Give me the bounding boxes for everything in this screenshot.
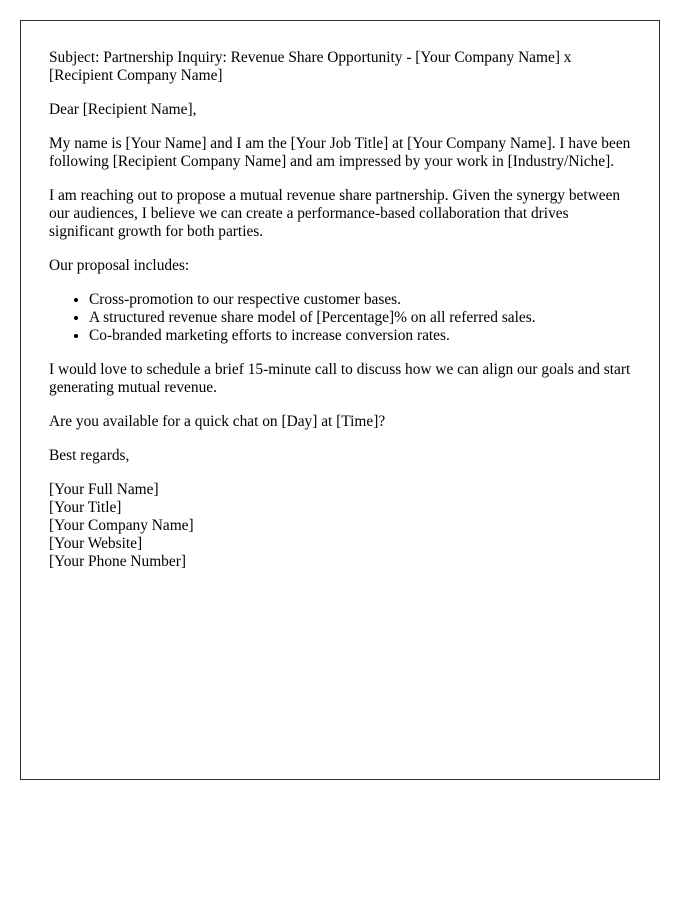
list-item: • Cross-promotion to our respective customer bases. bbox=[89, 291, 631, 309]
signature-title: [Your Title] bbox=[49, 499, 122, 516]
signature-full-name: [Your Full Name] bbox=[49, 481, 159, 498]
intro-paragraph: My name is [Your Name] and I am the [Your Job Title] at [Your Company Name]. I have been following [Recipient Company Name] and am impressed by your work in [Industry/Niche]. bbox=[49, 135, 631, 170]
availability-question: Are you available for a quick chat on [Day] at [Time]? bbox=[49, 413, 386, 430]
list-item: • Co-branded marketing efforts to increase conversion rates. bbox=[89, 327, 631, 345]
letter-greeting: Dear [Recipient Name], bbox=[49, 101, 197, 118]
call-paragraph: I would love to schedule a brief 15-minute call to discuss how we can align our goals and start generating mutual revenue. bbox=[49, 361, 631, 396]
proposal-list bbox=[49, 291, 631, 345]
proposal-intro: Our proposal includes: bbox=[49, 257, 190, 274]
letter-subject: Subject: Partnership Inquiry: Revenue Share Opportunity - [Your Company Name] x [Recipient Company Name] bbox=[49, 49, 572, 84]
signature-phone: [Your Phone Number] bbox=[49, 553, 186, 570]
proposal-paragraph: I am reaching out to propose a mutual revenue share partnership. Given the synergy between our audiences, I believe we can create a performance-based collaboration that drives significant growth for both parties. bbox=[49, 187, 621, 240]
list-item: • A structured revenue share model of [Percentage]% on all referred sales. bbox=[89, 309, 631, 327]
signature-website: [Your Website] bbox=[49, 535, 143, 552]
letter-body bbox=[20, 20, 660, 780]
signature-block bbox=[49, 481, 631, 571]
closing-salutation: Best regards, bbox=[49, 447, 130, 464]
signature-company: [Your Company Name] bbox=[49, 517, 194, 534]
